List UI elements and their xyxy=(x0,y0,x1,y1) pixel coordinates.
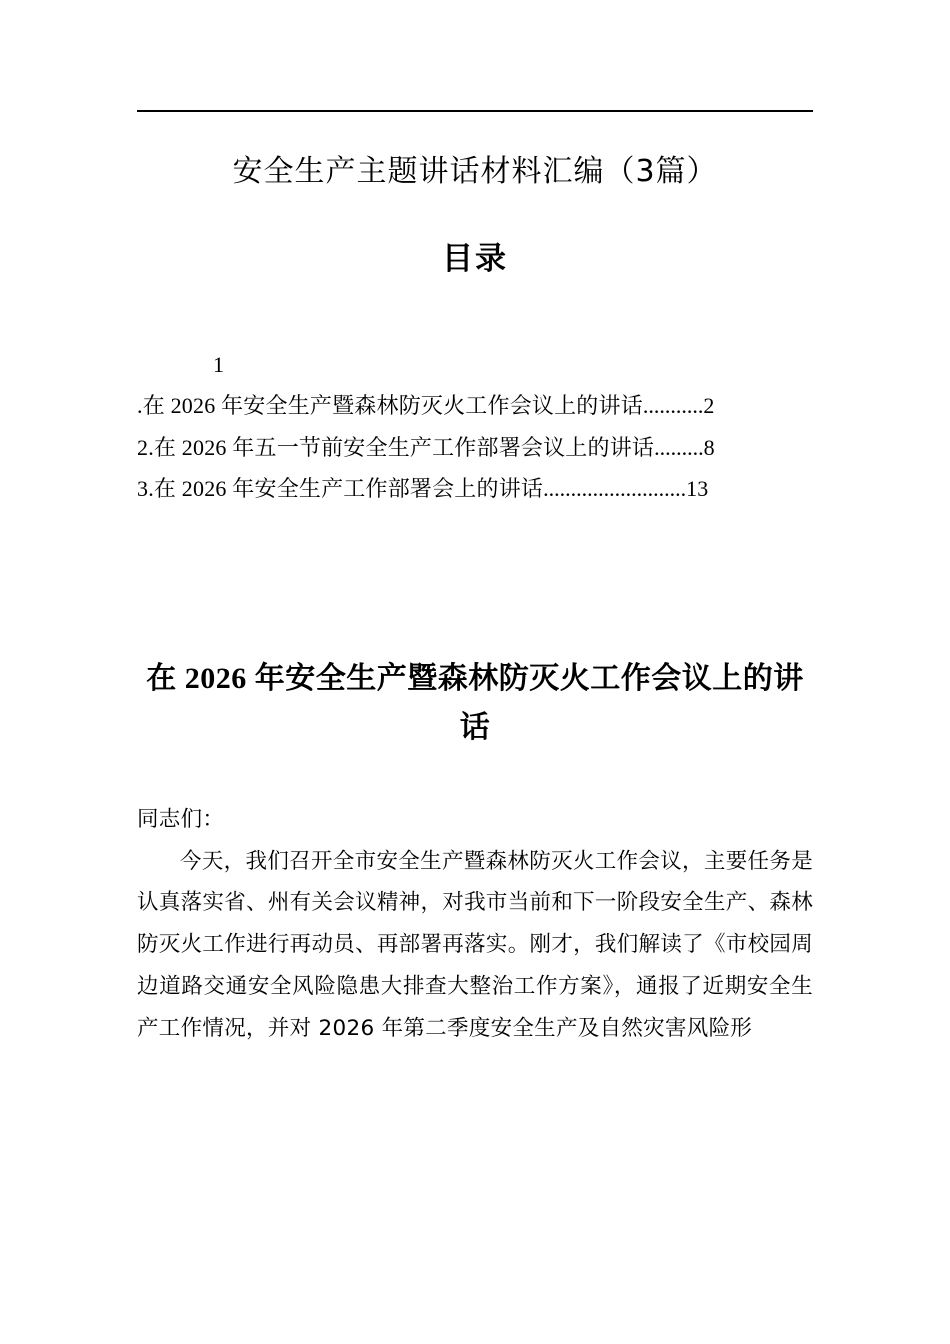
toc-entry-leader: ........... xyxy=(642,393,704,419)
toc-entry-number: 1 xyxy=(213,352,224,377)
toc-heading: 目录 xyxy=(442,241,508,276)
body-paragraph: 今天，我们召开全市安全生产暨森林防灭火工作会议，主要任务是认真落实省、州有关会议精神，对我市当前和下一阶段安全生产、森林防灭火工作进行再动员、再部署再落实。刚才，我们解读了《市校园周边道路交通安全风险隐患大排查大整治工作方案》，通报了近期安全生产工作情况，并对 2026 年第二季度安全生产及自然灾害风险形 xyxy=(137,848,813,1042)
toc-entry-leader: .......................... xyxy=(543,476,687,502)
toc-entry-label: 2.在 2026 年五一节前安全生产工作部署会议上的讲话 xyxy=(137,434,655,460)
salutation: 同志们： xyxy=(137,806,225,832)
toc-entry-label: .在 2026 年安全生产暨森林防灭火工作会议上的讲话 xyxy=(137,393,643,419)
toc-entry[interactable] xyxy=(137,385,813,426)
toc-entry-label: 3.在 2026 年安全生产工作部署会上的讲话 xyxy=(137,476,544,502)
section-title: 在 2026 年安全生产暨森林防灭火工作会议上的讲话 xyxy=(146,662,804,745)
section-body xyxy=(137,799,813,1051)
toc-entry-page: 8 xyxy=(703,434,715,460)
page-title: 安全生产主题讲话材料汇编（3篇） xyxy=(232,154,718,189)
toc-entry-page: 2 xyxy=(703,393,715,419)
header-divider xyxy=(137,110,813,112)
toc-entry-page: 13 xyxy=(686,476,709,502)
toc-entry[interactable] xyxy=(137,468,813,509)
toc-entry-leader: ......... xyxy=(654,434,704,460)
table-of-contents xyxy=(137,344,813,509)
toc-entry[interactable] xyxy=(137,427,813,468)
